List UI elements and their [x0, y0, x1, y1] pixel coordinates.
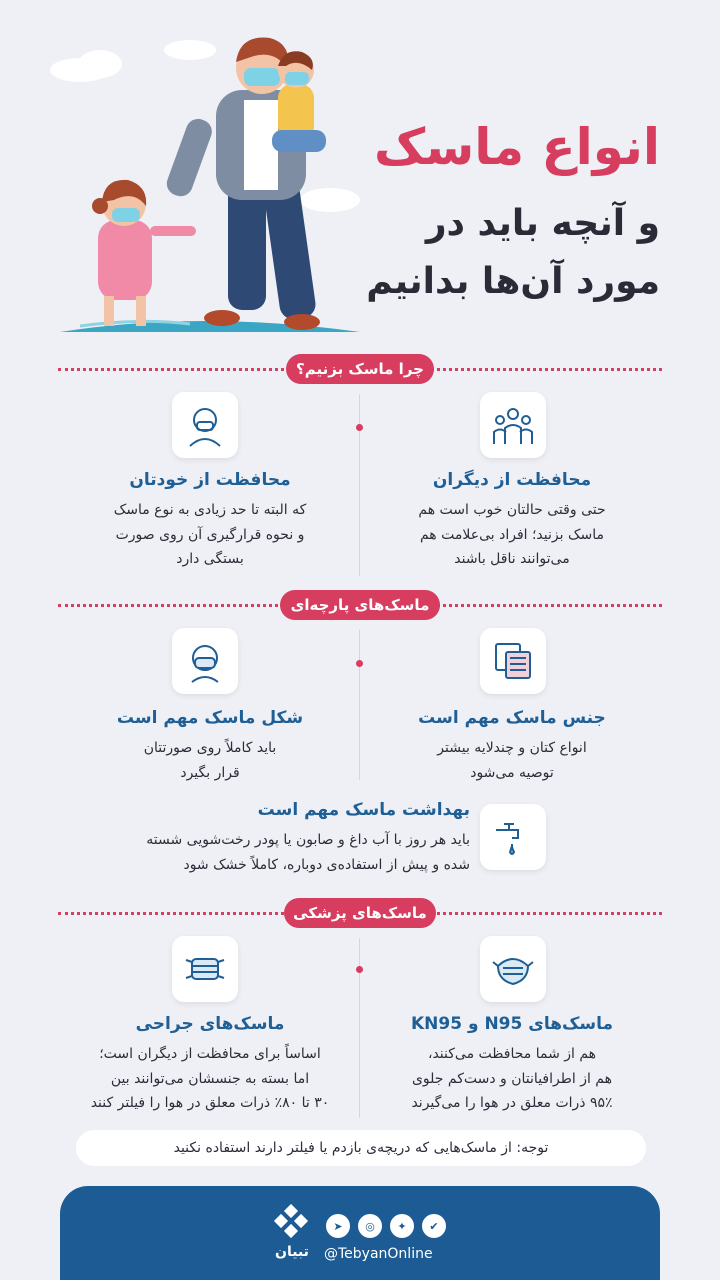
social-handle[interactable]: @TebyanOnline	[324, 1246, 433, 1262]
column-divider	[359, 938, 360, 1118]
tebyan-logo	[268, 1204, 316, 1244]
instagram-icon[interactable]: ◎	[358, 1214, 382, 1238]
verified-icon[interactable]: ✔	[422, 1214, 446, 1238]
telegram-icon[interactable]: ➤	[326, 1214, 350, 1238]
people-group-icon	[480, 392, 546, 458]
card-text-surgical: اساساً برای محافظت از دیگران است؛ اما بسته به جنسشان می‌توانند بین ۳۰ تا ۸۰٪ ذرات معلق در هوا را فیلتر کنند	[90, 1046, 330, 1111]
section-label-fabric-masks: ماسک‌های پارچه‌ای	[280, 590, 440, 620]
warning-note: توجه: از ماسک‌هایی که دریچه‌ی بازدم یا فیلتر دارند استفاده نکنید	[76, 1130, 646, 1166]
fabric-layers-icon	[480, 628, 546, 694]
card-title-material: جنس ماسک مهم است	[418, 708, 606, 728]
card-text-n95: هم از شما محافظت می‌کنند، هم از اطرافیانتان و دست‌کم جلوی ۹۵٪ ذرات معلق در هوا را می‌گیرند	[411, 1046, 613, 1111]
column-divider	[359, 630, 360, 780]
center-dot	[356, 966, 363, 973]
center-dot	[356, 424, 363, 431]
surgical-mask-icon	[172, 936, 238, 1002]
column-divider	[359, 394, 360, 576]
center-dot	[356, 660, 363, 667]
subtitle-line-1: و آنچه باید در	[425, 203, 660, 244]
card-text-protect-self: که البته تا حد زیادی به نوع ماسک و نحوه قرارگیری آن روی صورت بستگی دارد	[113, 502, 307, 567]
masked-person-icon	[172, 392, 238, 458]
card-title-protect-others: محافظت از دیگران	[432, 470, 592, 490]
card-title-hygiene: بهداشت ماسک مهم است	[257, 800, 470, 820]
card-text-shape: باید کاملاً روی صورتتان قرار بگیرد	[143, 740, 277, 781]
n95-mask-icon	[480, 936, 546, 1002]
page-title: انواع ماسک	[373, 118, 660, 176]
card-title-protect-self: محافظت از خودتان	[129, 470, 291, 490]
card-text-hygiene: باید هر روز با آب داغ و صابون یا پودر رخت‌شویی شسته شده و پیش از استفاده‌ی دوباره، کاملاً خشک شود	[146, 832, 470, 873]
twitter-icon[interactable]: ✦	[390, 1214, 414, 1238]
card-text-protect-others: حتی وقتی حالتان خوب است هم ماسک بزنید؛ افراد بی‌علامت هم می‌توانند ناقل باشند	[418, 502, 606, 567]
card-title-surgical: ماسک‌های جراحی	[135, 1014, 285, 1034]
card-title-n95: ماسک‌های N95 و KN95	[410, 1014, 614, 1034]
brand-name: تبیان	[275, 1244, 309, 1260]
card-title-shape: شکل ماسک مهم است	[116, 708, 304, 728]
face-mask-fit-icon	[172, 628, 238, 694]
faucet-icon	[480, 804, 546, 870]
page-subtitle	[300, 195, 660, 310]
card-text-material: انواع کتان و چندلایه بیشتر توصیه می‌شود	[437, 740, 587, 781]
section-label-medical-masks: ماسک‌های پزشکی	[284, 898, 436, 928]
subtitle-line-2: مورد آن‌ها بدانیم	[366, 260, 660, 302]
section-label-why: چرا ماسک بزنیم؟	[286, 354, 434, 384]
